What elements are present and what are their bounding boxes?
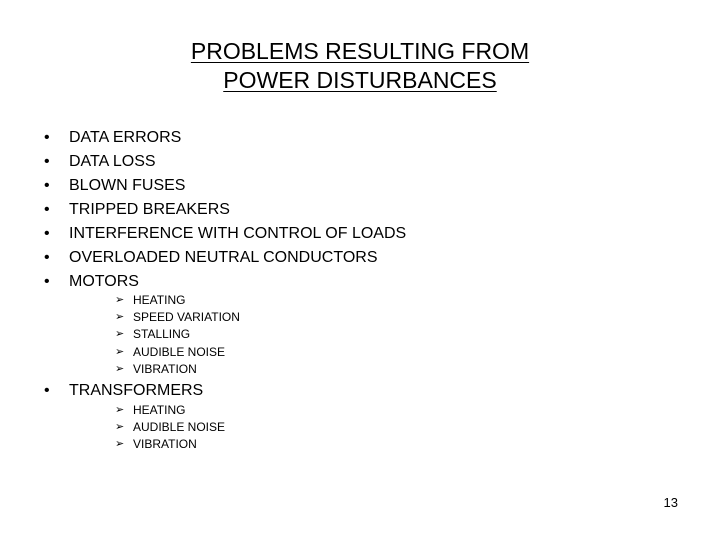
list-item-label: DATA ERRORS: [69, 129, 182, 146]
arrow-bullet-icon: ➢: [115, 311, 125, 323]
bullet-icon: •: [44, 225, 50, 242]
sub-list-item-label: HEATING: [133, 403, 186, 417]
arrow-bullet-icon: ➢: [115, 404, 125, 416]
arrow-bullet-icon: ➢: [115, 438, 125, 450]
list-item-label: TRANSFORMERS: [69, 382, 204, 399]
sub-list-item-label: AUDIBLE NOISE: [133, 345, 226, 359]
arrow-bullet-icon: ➢: [115, 346, 125, 358]
list-item-label: INTERFERENCE WITH CONTROL OF LOADS: [69, 225, 407, 242]
bullet-icon: •: [44, 129, 50, 146]
list-item-label: DATA LOSS: [69, 153, 156, 170]
bullet-icon: •: [44, 153, 50, 170]
arrow-bullet-icon: ➢: [115, 421, 125, 433]
page-number: 13: [663, 495, 678, 510]
arrow-bullet-icon: ➢: [115, 363, 125, 375]
bullet-icon: •: [44, 177, 50, 194]
sub-list-item-label: AUDIBLE NOISE: [133, 420, 226, 434]
sub-list-item-label: VIBRATION: [133, 437, 197, 451]
list-item-label: TRIPPED BREAKERS: [69, 201, 230, 218]
sub-list-item-label: HEATING: [133, 293, 186, 307]
bullet-icon: •: [44, 273, 50, 290]
arrow-bullet-icon: ➢: [115, 294, 125, 306]
list-item-label: OVERLOADED NEUTRAL CONDUCTORS: [69, 249, 378, 266]
sub-list-item-label: VIBRATION: [133, 362, 197, 376]
list-item-label: BLOWN FUSES: [69, 177, 186, 194]
bullet-icon: •: [44, 382, 50, 399]
slide-title-line-2: POWER DISTURBANCES: [223, 67, 497, 93]
slide-title-line-1: PROBLEMS RESULTING FROM: [190, 38, 530, 64]
bullet-icon: •: [44, 201, 50, 218]
slide-title: [0, 37, 720, 95]
sub-list-item-label: STALLING: [133, 327, 191, 341]
bullet-icon: •: [44, 249, 50, 266]
arrow-bullet-icon: ➢: [115, 328, 125, 340]
list-item-label: MOTORS: [69, 273, 139, 290]
sub-list-item-label: SPEED VARIATION: [133, 310, 240, 324]
